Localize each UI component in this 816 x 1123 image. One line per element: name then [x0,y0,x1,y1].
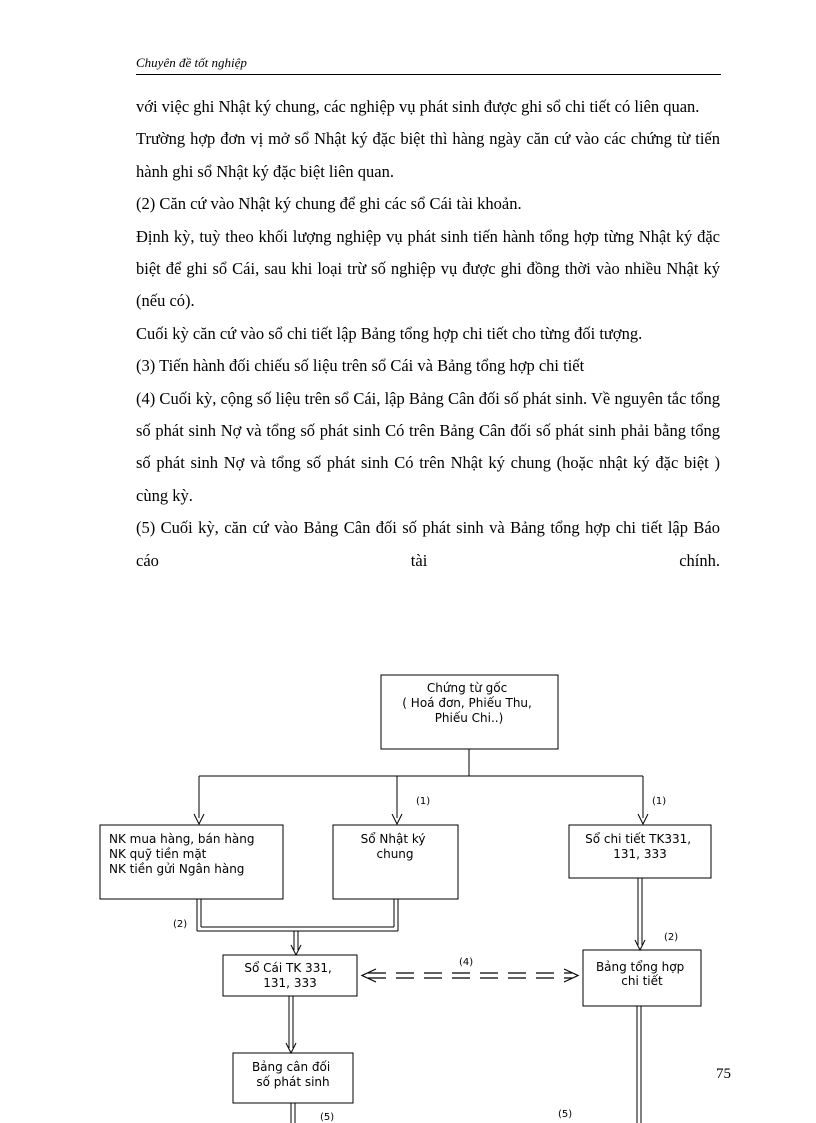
paragraph: Định kỳ, tuỳ theo khối lượng nghiệp vụ phát sinh tiến hành tổng hợp từng Nhật ký đặc biệt để ghi sổ Cái, sau khi loại trừ số nghiệp vụ được ghi đồng thời vào nhiều Nhật ký (nếu có). [136,226,720,311]
step-label-4: (4) [459,957,474,968]
step-label-1-detail: (1) [652,796,667,807]
paragraph: (4) Cuối kỳ, cộng số liệu trên sổ Cái, lập Bảng Cân đối số phát sinh. Về nguyên tắc tổng số phát sinh Nợ và tổng số phát sinh Có trên Bảng Cân đối số phát sinh phải bằng tổng số phát sinh Nợ và tổng số phát sinh Có trên Nhật ký chung (hoặc nhật ký đặc biệt ) cùng kỳ. [136,388,720,505]
step-label-5-right: (5) [558,1109,573,1120]
detail-ledger-text: Sổ chi tiết TK331, 131, 333 [585,832,692,861]
detail-summary-text: Bảng tổng hợp chi tiết [595,960,685,988]
special-journals-text: NK mua hàng, bán hàng NK quỹ tiền mặt NK tiền gửi Ngân hàng [109,832,255,876]
step-label-2-ledger: (2) [173,919,188,930]
trial-balance-text: Bảng cân đối số phát sinh [251,1060,331,1089]
step-label-5-left: (5) [320,1112,335,1123]
reconcile-arrow [362,969,578,982]
step-label-2-summary: (2) [664,932,679,943]
source-documents-text: Chứng từ gốc ( Hoá đơn, Phiếu Thu, Phiếu Chi..) [402,681,532,725]
general-journal-text: Sổ Nhật ký chung [360,832,426,861]
page-number: 75 [716,1066,731,1082]
paragraph: Cuối kỳ căn cứ vào sổ chi tiết lập Bảng tổng hợp chi tiết cho từng đối tượng. [136,323,643,343]
paragraph: với việc ghi Nhật ký chung, các nghiệp vụ phát sinh được ghi sổ chi tiết có liên quan. [136,97,700,116]
paragraph: (5) Cuối kỳ, căn cứ vào Bảng Cân đối số phát sinh và Bảng tổng hợp chi tiết lập Báo cáo tài chính. [136,518,720,570]
paragraph: (3) Tiến hành đối chiếu số liệu trên sổ Cái và Bảng tổng hợp chi tiết [136,356,585,376]
paragraph: Trường hợp đơn vị mở sổ Nhật ký đặc biệt thì hàng ngày căn cứ vào các chứng từ tiến hành ghi sổ Nhật ký đặc biệt liên quan. [136,129,720,181]
step-label-1-journal: (1) [416,796,431,807]
general-ledger-text: Sổ Cái TK 331, 131, 333 [244,961,332,990]
header-title: Chuyên đề tốt nghiệp [136,55,247,70]
paragraph: (2) Căn cứ vào Nhật ký chung để ghi các sổ Cái tài khoản. [136,194,522,214]
